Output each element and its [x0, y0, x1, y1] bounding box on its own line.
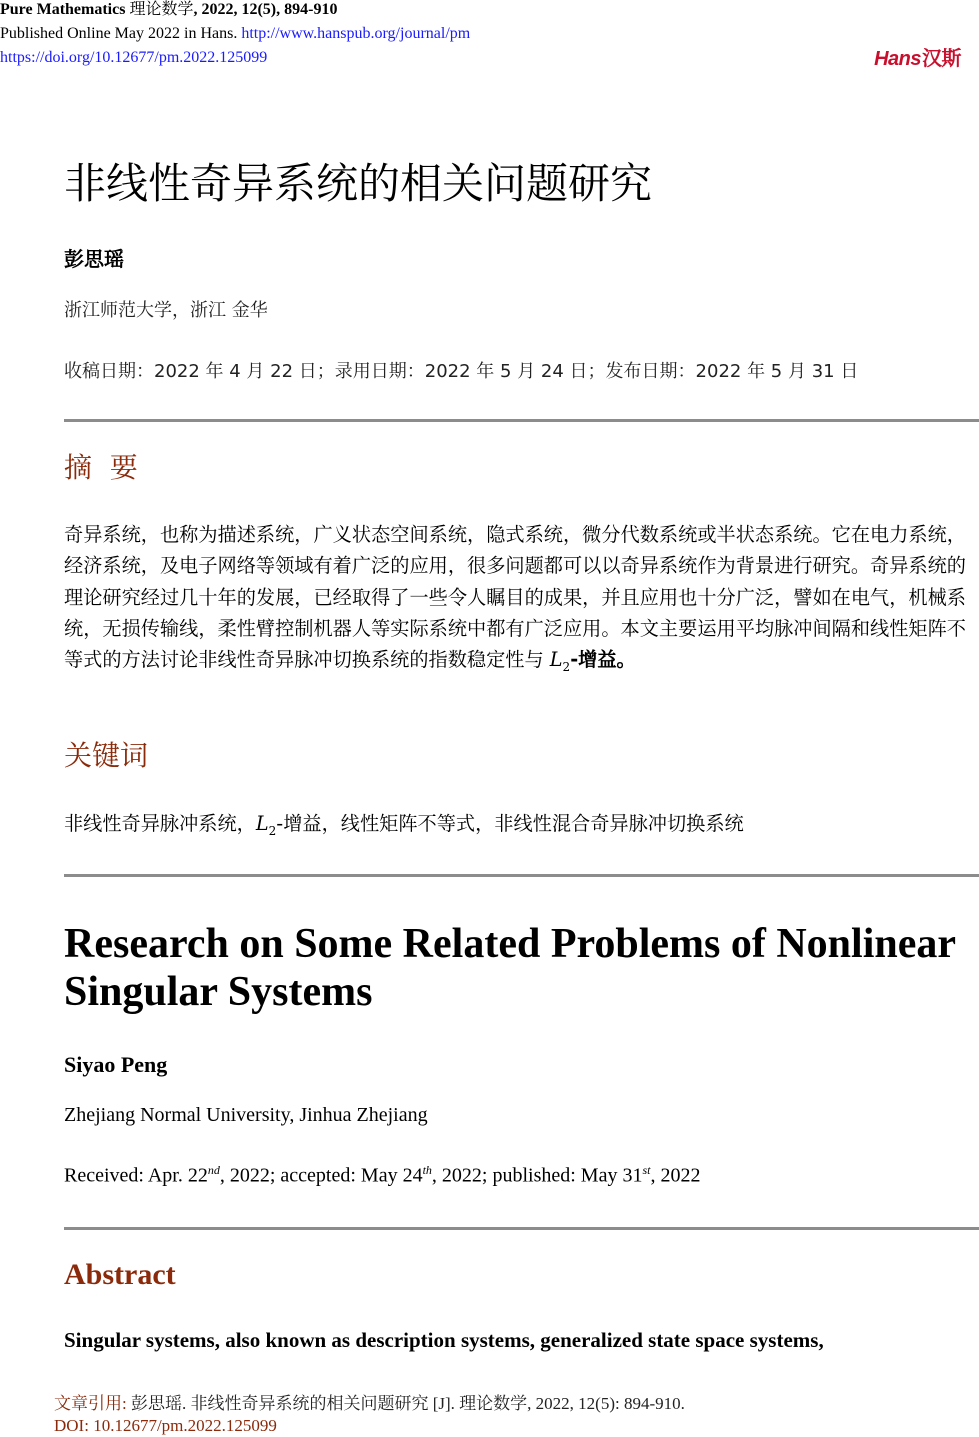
page-title-cn: 非线性奇异系统的相关问题研究 [64, 159, 653, 208]
citation-line [54, 1393, 685, 1415]
citation-text: 彭思瑶. 非线性奇异系统的相关问题研究 [J]. 理论数学, 2022, 12(5): 894-910. [130, 1394, 685, 1413]
page-title-en: Research on Some Related Problems of Nonlinear Singular Systems [64, 921, 956, 1015]
divider [64, 874, 979, 877]
dates-en [64, 1163, 700, 1188]
keywords-heading-cn: 关键词 [64, 739, 149, 772]
dates-cn: 收稿日期：2022 年 4 月 22 日；录用日期：2022 年 5 月 24 日；发布日期：2022 年 5 月 31 日 [64, 361, 859, 382]
published-sup: st [642, 1163, 651, 1177]
divider [64, 1227, 979, 1230]
abstract-heading-cn: 摘 要 [64, 451, 138, 484]
affiliation-en: Zhejiang Normal University, Jinhua Zhejiang [64, 1104, 428, 1126]
divider [64, 419, 979, 422]
math-sub: 2 [562, 660, 571, 675]
abstract-math [549, 648, 571, 675]
accepted-sup: th [422, 1163, 432, 1177]
published-line [0, 24, 470, 44]
abstract-text-en: Singular systems, also known as description systems, generalized state space systems, [64, 1328, 824, 1352]
published-label: , 2022; published: May 31 [431, 1164, 643, 1187]
received-sup: nd [207, 1163, 220, 1177]
citation-doi: DOI: 10.12677/pm.2022.125099 [54, 1416, 277, 1435]
keywords-part2: -增益，线性矩阵不等式，非线性混合奇异脉冲切换系统 [276, 812, 744, 835]
journal-name: Pure Mathematics [0, 1, 126, 18]
accepted-label: , 2022; accepted: May 24 [219, 1164, 423, 1187]
journal-url-link[interactable]: http://www.hanspub.org/journal/pm [241, 25, 471, 42]
abstract-text-cn [64, 519, 966, 683]
citation-label: 文章引用: [54, 1394, 127, 1413]
author-cn: 彭思瑶 [64, 247, 124, 271]
received-label: Received: Apr. 22 [64, 1164, 208, 1187]
keywords-cn [64, 809, 744, 838]
hans-logo [874, 42, 961, 71]
journal-volume: , 2022, 12(5), 894-910 [193, 1, 338, 18]
doi-url-link[interactable]: https://doi.org/10.12677/pm.2022.125099 [0, 49, 268, 66]
kw-math-l: L [255, 812, 269, 835]
affiliation-cn: 浙江师范大学，浙江 金华 [64, 300, 268, 321]
author-en: Siyao Peng [64, 1052, 168, 1077]
logo-en: Hans [874, 48, 921, 70]
journal-header-line [0, 0, 337, 20]
kw-math-sub: 2 [268, 823, 277, 838]
keywords-part1: 非线性奇异脉冲系统， [64, 812, 256, 835]
year-tail: , 2022 [650, 1164, 701, 1187]
abstract-tail-cn: -增益。 [570, 648, 636, 672]
abstract-body-cn: 奇异系统，也称为描述系统，广义状态空间系统，隐式系统，微分代数系统或半状态系统。它在电力系统，经济系统，及电子网络等领域有着广泛的应用，很多问题都可以以奇异系统作为背景进行研究。奇异系统的理论研究经过几十年的发展，已经取得了一些令人瞩目的成果，并且应用也十分广泛，譬如在电气，机械系统，无损传输线，柔性臂控制机器人等实际系统中都有广泛应用。本文主要运用平均脉冲间隔和线性矩阵不等式的方法讨论非线性奇异脉冲切换系统的指数稳定性与 [64, 523, 966, 672]
citation-footer [54, 1393, 685, 1437]
logo-cn: 汉斯 [922, 48, 961, 70]
keywords-math [255, 812, 277, 838]
journal-name-cn: 理论数学 [129, 1, 194, 18]
math-l: L [549, 648, 563, 672]
doi-line [0, 48, 267, 68]
published-text: Published Online May 2022 in Hans. [0, 25, 238, 42]
abstract-heading-en: Abstract [64, 1258, 176, 1291]
